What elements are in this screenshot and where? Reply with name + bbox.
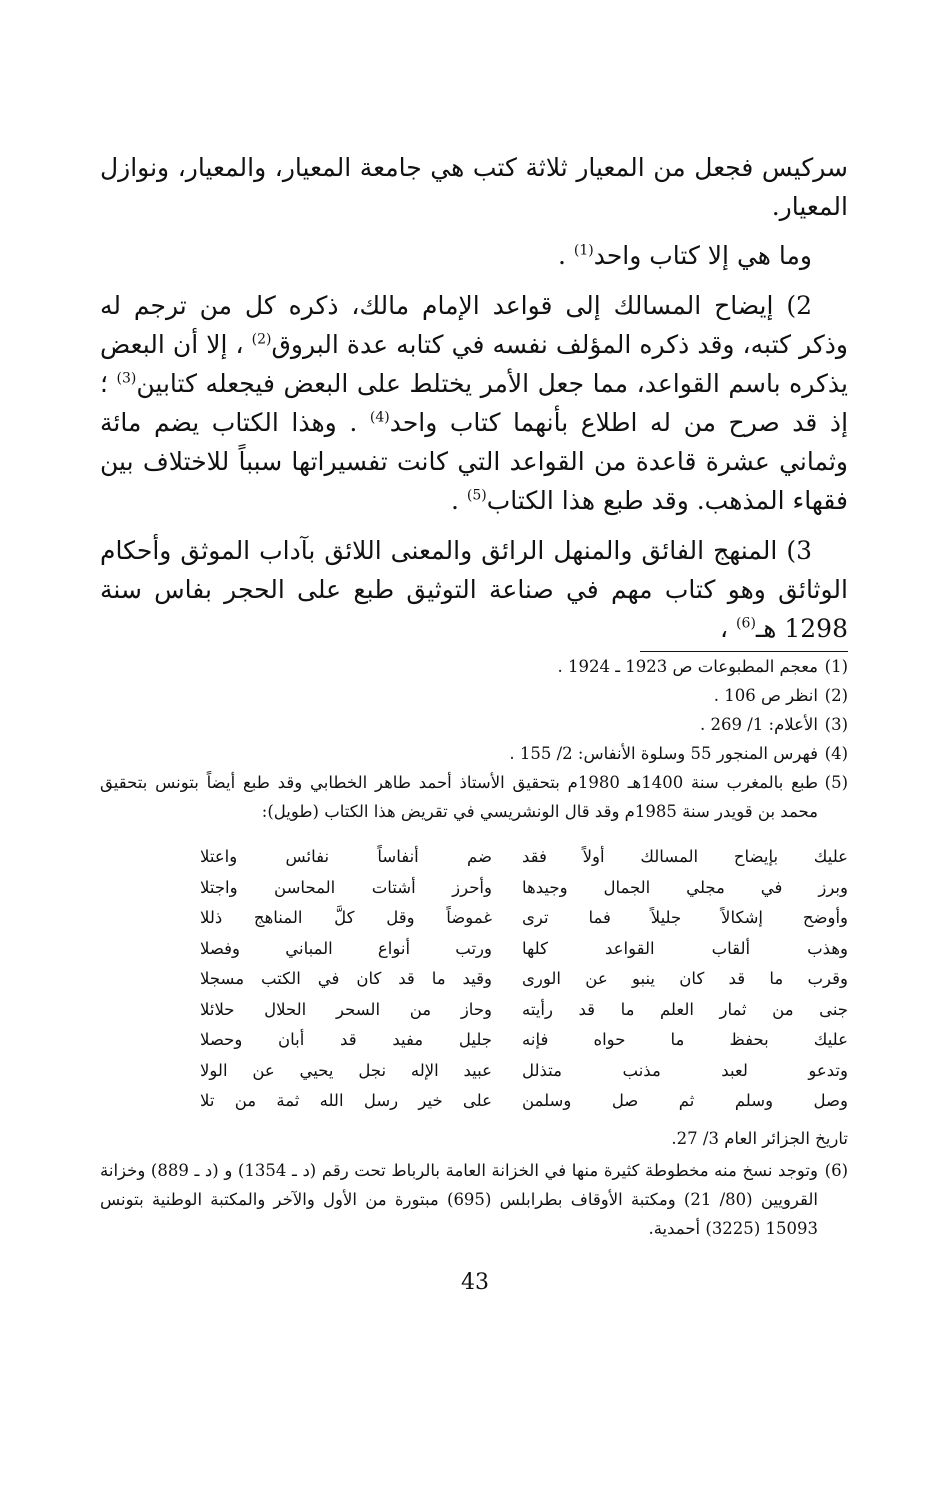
verse-row xyxy=(200,995,848,1026)
verse-row xyxy=(200,842,848,873)
footnote-4-number: (4) xyxy=(824,744,848,763)
verse-first-hemistich: وبرز في مجلي الجمال وجيدها xyxy=(522,877,848,897)
footnote-6 xyxy=(100,1156,848,1243)
page-number: 43 xyxy=(461,1270,489,1295)
verse-second-hemistich: جليل مفيد قد أبان وحصلا xyxy=(200,1030,492,1049)
para2-part-e: . xyxy=(450,486,467,515)
footnote-5-text: طبع بالمغرب سنة 1400هـ 1980م بتحقيق الأستاذ أحمد طاهر الخطابي وقد طبع أيضاً بتونس بتحقيق محمد بن قويدر سنة 1985م وقد قال الونشريسي في تقريض هذا الكتاب (طويل): xyxy=(100,773,819,821)
footnote-ref-4: (4) xyxy=(369,409,390,426)
footnote-ref-2: (2) xyxy=(251,331,272,348)
paragraph-one-text: وما هي إلا كتاب واحد xyxy=(593,241,812,270)
para3-part-a: 3) المنهج الفائق والمنهل الرائق والمعنى اللائق بآداب الموثق وأحكام الوثائق وهو كتاب مهم في صناعة التوثيق طبع على الحجر بفاس سنة 1298 هـ xyxy=(100,536,848,643)
paragraph-item-2 xyxy=(100,286,848,520)
footnote-1 xyxy=(100,652,848,681)
verse-second-hemistich: ورتب أنواع المباني وفصلا xyxy=(200,938,492,958)
footnote-6-number: (6) xyxy=(824,1161,848,1180)
verse-first-hemistich: وأوضح إشكالاً جليلاً فما ترى xyxy=(522,908,848,927)
verse-row xyxy=(200,934,848,965)
para2-part-b: ، إلا أن البعض يذكره باسم القواعد، مما جعل الأمر يختلط على البعض فيجعله كتابين xyxy=(100,330,848,398)
verse-first-hemistich: وهذب ألقاب القواعد كلها xyxy=(522,938,848,958)
para3-part-b: ، xyxy=(720,614,737,643)
footnote-2-number: (2) xyxy=(824,686,848,705)
verse-source: تاريخ الجزائر العام 3/ 27. xyxy=(671,1129,848,1148)
verse-second-hemistich: عبيد الإله نجل يحيي عن الولا xyxy=(200,1060,492,1080)
main-text xyxy=(100,148,848,648)
paragraph-item-3 xyxy=(100,531,848,648)
poem-verses xyxy=(200,842,848,1117)
verse-second-hemistich: وقيد ما قد كان في الكتب مسجلا xyxy=(200,969,492,988)
verse-second-hemistich: وأحرز أشتات المحاسن واجتلا xyxy=(200,877,492,897)
verse-first-hemistich: عليك بإيضاح المسالك أولاً فقد xyxy=(522,847,848,866)
footnote-ref-3: (3) xyxy=(116,370,137,387)
footnote-1-number: (1) xyxy=(824,657,848,676)
verse-second-hemistich: وحاز من السحر الحلال حلائلا xyxy=(200,999,492,1019)
para2-part-d: . وهذا الكتاب يضم مائة وثماني عشرة قاعدة من القواعد التي كانت تفسيراتها سبباً للاختلاف بين فقهاء المذهب. وقد طبع هذا الكتاب xyxy=(100,408,848,515)
footnotes-top xyxy=(100,652,848,826)
footnote-4 xyxy=(100,739,848,768)
verse-row xyxy=(200,1056,848,1087)
verse-first-hemistich: جنى من ثمار العلم ما قد رأيته xyxy=(522,999,848,1019)
footnote-ref-6: (6) xyxy=(736,615,756,632)
verse-first-hemistich: عليك بحفظ ما حواه فإنه xyxy=(522,1030,848,1049)
footnote-ref-5: (5) xyxy=(466,487,487,504)
footnote-3 xyxy=(100,710,848,739)
footnotes-bottom xyxy=(100,1156,848,1243)
footnote-1-text: معجم المطبوعات ص 1923 ـ 1924 . xyxy=(557,657,818,676)
verse-first-hemistich: وصل وسلم ثم صل وسلمن xyxy=(522,1091,848,1110)
footnote-ref-1: (1) xyxy=(573,242,594,259)
verse-first-hemistich: وقرب ما قد كان ينبو عن الورى xyxy=(522,969,848,988)
footnote-2-text: انظر ص 106 . xyxy=(713,686,818,705)
paragraph-one-end: . xyxy=(557,241,574,270)
para2-part-c: ؛ إذ قد صرح من له اطلاع بأنهما كتاب واحد xyxy=(100,369,849,437)
verse-row xyxy=(200,873,848,904)
verse-second-hemistich: على خير رسل الله ثمة من تلا xyxy=(200,1091,492,1110)
verse-row xyxy=(200,964,848,995)
footnote-5 xyxy=(100,768,848,826)
verse-row xyxy=(200,1086,848,1117)
verse-second-hemistich: غموضاً وقل كلَّ المناهج ذللا xyxy=(200,908,492,927)
footnote-3-text: الأعلام: 1/ 269 . xyxy=(699,715,818,734)
para2-part-a: 2) إيضاح المسالك إلى قواعد الإمام مالك، ذكره كل من ترجم له وذكر كتبه، وقد ذكره المؤلف نفسه في كتابه عدة البروق xyxy=(100,291,848,359)
verse-first-hemistich: وتدعو لعبد مذنب متذلل xyxy=(522,1060,848,1080)
verse-row xyxy=(200,1025,848,1056)
footnote-2 xyxy=(100,681,848,710)
paragraph-intro: سركيس فجعل من المعيار ثلاثة كتب هي جامعة المعيار، والمعيار، ونوازل المعيار. xyxy=(100,153,848,221)
footnote-4-text: فهرس المنجور 55 وسلوة الأنفاس: 2/ 155 . xyxy=(509,744,818,763)
verse-second-hemistich: ضم أنفاساً نفائس واعتلا xyxy=(200,847,492,866)
paragraph-one-book xyxy=(100,236,848,275)
footnote-3-number: (3) xyxy=(824,715,848,734)
footnote-6-text: وتوجد نسخ منه مخطوطة كثيرة منها في الخزانة العامة بالرباط تحت رقم (د ـ 1354) و (د ـ 889) وخزانة القرويين (80/ 21) ومكتبة الأوقاف بطرابلس (695) مبتورة من الأول والآخر والمكتبة الوطنية بتونس 15093 (3225) أحمدية. xyxy=(100,1161,818,1238)
verse-row xyxy=(200,903,848,934)
footnote-5-number: (5) xyxy=(824,773,848,792)
